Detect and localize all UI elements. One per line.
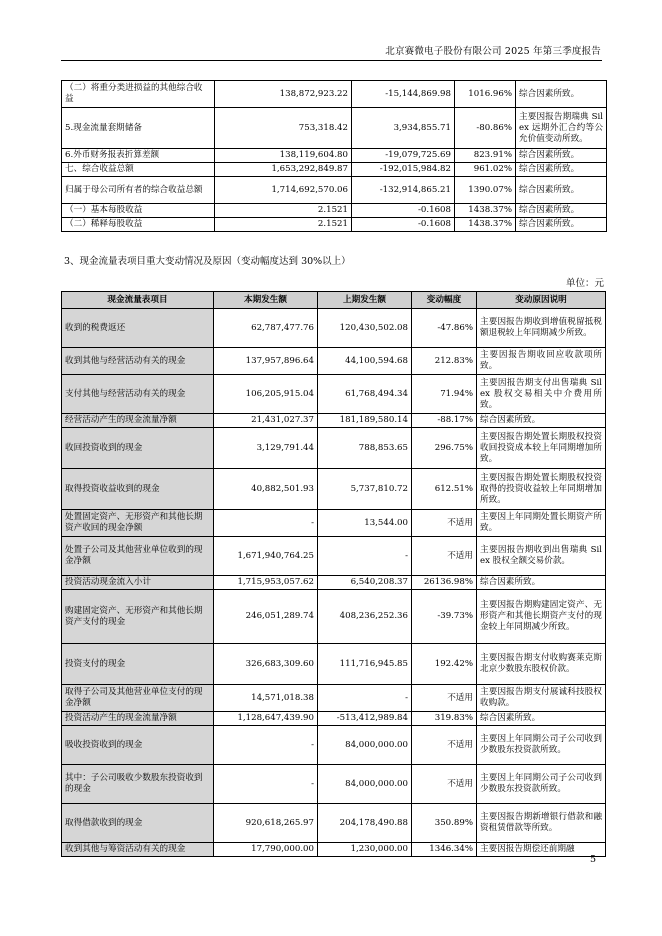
item-cell: 取得借款收到的现金 <box>62 804 214 843</box>
table-row <box>62 685 606 712</box>
column-header-item: 现金流量表项目 <box>62 292 214 309</box>
reason-cell: 主要因报告期收到出售瑞典 Silex 股权全额交易价款。 <box>477 537 606 576</box>
previous-amount-cell: 84,000,000.00 <box>318 765 412 804</box>
item-cell: 取得子公司及其他营业单位支付的现金净额 <box>62 685 214 712</box>
reason-cell: 主要因报告期购建固定资产、无形资产和其他长期资产支付的现金较上年同期减少所致。 <box>477 590 606 644</box>
table-row <box>62 414 606 428</box>
reason-cell: 主要因报告期收到增值税留抵税额退税较上年同期减少所致。 <box>477 309 606 348</box>
reason-cell: 综合因素所致。 <box>516 81 607 108</box>
previous-amount-cell: 13,544.00 <box>318 510 412 537</box>
table-row <box>62 712 606 726</box>
reason-cell: 综合因素所致。 <box>516 163 607 177</box>
table-row <box>62 81 607 108</box>
item-cell: 收回投资收到的现金 <box>62 428 214 469</box>
table-row <box>62 309 606 348</box>
previous-amount-cell: -132,914,865.21 <box>352 177 455 204</box>
table-row <box>62 204 607 218</box>
change-rate-cell: 不适用 <box>412 510 477 537</box>
previous-amount-cell: -0.1608 <box>352 204 455 218</box>
item-cell: 其中：子公司吸收少数股东投资收到的现金 <box>62 765 214 804</box>
header-divider <box>61 60 602 61</box>
previous-amount-cell: -19,079,725.69 <box>352 149 455 163</box>
unit-label: 单位：元 <box>565 278 604 289</box>
current-amount-cell: 753,318.42 <box>215 108 352 149</box>
table-row <box>62 510 606 537</box>
item-cell: 收到其他与筹资活动有关的现金 <box>62 843 214 857</box>
previous-amount-cell: 3,934,855.71 <box>352 108 455 149</box>
table-row <box>62 428 606 469</box>
table-row <box>62 726 606 765</box>
previous-amount-cell: - <box>318 685 412 712</box>
item-cell: 5.现金流量套期储备 <box>62 108 215 149</box>
change-rate-cell: -47.86% <box>412 309 477 348</box>
table-row <box>62 218 607 232</box>
change-rate-cell: 823.91% <box>455 149 516 163</box>
table-row <box>62 843 606 857</box>
table-row <box>62 590 606 644</box>
table-row <box>62 537 606 576</box>
change-rate-cell: 不适用 <box>412 726 477 765</box>
change-rate-cell: -39.73% <box>412 590 477 644</box>
change-rate-cell: -88.17% <box>412 414 477 428</box>
table-row <box>62 348 606 375</box>
current-amount-cell: 17,790,000.00 <box>214 843 318 857</box>
reason-cell: 综合因素所致。 <box>516 218 607 232</box>
reason-cell: 主要因报告期支付展诚科技股权收购款。 <box>477 685 606 712</box>
current-amount-cell: - <box>214 765 318 804</box>
previous-amount-cell: 84,000,000.00 <box>318 726 412 765</box>
item-cell: 投资活动现金流入小计 <box>62 576 214 590</box>
reason-cell: 综合因素所致。 <box>516 204 607 218</box>
reason-cell: 主要因上年同期处置长期资产所致。 <box>477 510 606 537</box>
current-amount-cell: 138,119,604.80 <box>215 149 352 163</box>
previous-amount-cell: -513,412,989.84 <box>318 712 412 726</box>
previous-amount-cell: -0.1608 <box>352 218 455 232</box>
current-amount-cell: 40,882,501.93 <box>214 469 318 510</box>
current-amount-cell: 1,715,953,057.62 <box>214 576 318 590</box>
item-cell: 处置子公司及其他营业单位收到的现金净额 <box>62 537 214 576</box>
column-header-current: 本期发生额 <box>214 292 318 309</box>
page-number: 5 <box>590 854 597 865</box>
current-amount-cell: 1,671,940,764.25 <box>214 537 318 576</box>
current-amount-cell: 326,683,309.60 <box>214 644 318 685</box>
change-rate-cell: 1438.37% <box>455 218 516 232</box>
item-cell: 投资活动产生的现金流量净额 <box>62 712 214 726</box>
item-cell: 6.外币财务报表折算差额 <box>62 149 215 163</box>
table-row <box>62 108 607 149</box>
item-cell: 取得投资收益收到的现金 <box>62 469 214 510</box>
table-row <box>62 804 606 843</box>
change-rate-cell: 71.94% <box>412 375 477 414</box>
change-rate-cell: 1438.37% <box>455 204 516 218</box>
previous-amount-cell: 408,236,252.36 <box>318 590 412 644</box>
item-cell: （二）稀释每股收益 <box>62 218 215 232</box>
table-row <box>62 576 606 590</box>
column-header-reason: 变动原因说明 <box>477 292 606 309</box>
item-cell: 收到的税费返还 <box>62 309 214 348</box>
change-rate-cell: 不适用 <box>412 765 477 804</box>
table-row <box>62 149 607 163</box>
reason-cell: 主要因报告期处置长期股权投资收回投资成本较上年同期增加所致。 <box>477 428 606 469</box>
item-cell: 支付其他与经营活动有关的现金 <box>62 375 214 414</box>
change-rate-cell: 319.83% <box>412 712 477 726</box>
change-rate-cell: 26136.98% <box>412 576 477 590</box>
previous-amount-cell: 5,737,810.72 <box>318 469 412 510</box>
previous-amount-cell: 44,100,594.68 <box>318 348 412 375</box>
reason-cell: 综合因素所致。 <box>477 712 606 726</box>
item-cell: （一）基本每股收益 <box>62 204 215 218</box>
table-row <box>62 644 606 685</box>
previous-amount-cell: - <box>318 537 412 576</box>
previous-amount-cell: 61,768,494.34 <box>318 375 412 414</box>
current-amount-cell: 920,618,265.97 <box>214 804 318 843</box>
reason-cell: 主要因上年同期公司子公司收到少数股东投资款所致。 <box>477 726 606 765</box>
item-cell: 购建固定资产、无形资产和其他长期资产支付的现金 <box>62 590 214 644</box>
income-change-table <box>61 80 607 232</box>
reason-cell: 综合因素所致。 <box>516 149 607 163</box>
item-cell: 收到其他与经营活动有关的现金 <box>62 348 214 375</box>
current-amount-cell: 62,787,477.76 <box>214 309 318 348</box>
previous-amount-cell: -15,144,869.98 <box>352 81 455 108</box>
cash-flow-change-table <box>61 291 606 857</box>
reason-cell: 主要因报告期偿还前期融 <box>477 843 606 857</box>
current-amount-cell: 246,051,289.74 <box>214 590 318 644</box>
item-cell: 处置固定资产、无形资产和其他长期资产收回的现金净额 <box>62 510 214 537</box>
table-row <box>62 765 606 804</box>
change-rate-cell: 1346.34% <box>412 843 477 857</box>
table-row <box>62 375 606 414</box>
table-row <box>62 177 607 204</box>
current-amount-cell: 137,957,896.64 <box>214 348 318 375</box>
table-row <box>62 163 607 177</box>
change-rate-cell: 961.02% <box>455 163 516 177</box>
previous-amount-cell: 788,853.65 <box>318 428 412 469</box>
reason-cell: 综合因素所致。 <box>516 177 607 204</box>
reason-cell: 综合因素所致。 <box>477 414 606 428</box>
current-amount-cell: 3,129,791.44 <box>214 428 318 469</box>
current-amount-cell: 1,128,647,439.90 <box>214 712 318 726</box>
change-rate-cell: 350.89% <box>412 804 477 843</box>
current-amount-cell: - <box>214 510 318 537</box>
item-cell: （二）将重分类进损益的其他综合收益 <box>62 81 215 108</box>
change-rate-cell: -80.86% <box>455 108 516 149</box>
current-amount-cell: 138,872,923.22 <box>215 81 352 108</box>
reason-cell: 主要因报告期支付收购赛莱克斯北京少数股东股权价款。 <box>477 644 606 685</box>
previous-amount-cell: 1,230,000.00 <box>318 843 412 857</box>
reason-cell: 主要因报告期支付出售瑞典 Silex 股权交易相关中介费用所致。 <box>477 375 606 414</box>
previous-amount-cell: -192,015,984.82 <box>352 163 455 177</box>
current-amount-cell: 21,431,027.37 <box>214 414 318 428</box>
previous-amount-cell: 204,178,490.88 <box>318 804 412 843</box>
change-rate-cell: 612.51% <box>412 469 477 510</box>
change-rate-cell: 1016.96% <box>455 81 516 108</box>
current-amount-cell: - <box>214 726 318 765</box>
item-cell: 归属于母公司所有者的综合收益总额 <box>62 177 215 204</box>
current-amount-cell: 106,205,915.04 <box>214 375 318 414</box>
reason-cell: 主要因报告期新增银行借款和融资租赁借款等所致。 <box>477 804 606 843</box>
change-rate-cell: 192.42% <box>412 644 477 685</box>
change-rate-cell: 不适用 <box>412 685 477 712</box>
current-amount-cell: 2.1521 <box>215 204 352 218</box>
item-cell: 七、综合收益总额 <box>62 163 215 177</box>
current-amount-cell: 1,714,692,570.06 <box>215 177 352 204</box>
previous-amount-cell: 111,716,945.85 <box>318 644 412 685</box>
table-header-row <box>62 292 606 309</box>
previous-amount-cell: 181,189,580.14 <box>318 414 412 428</box>
reason-cell: 综合因素所致。 <box>477 576 606 590</box>
column-header-previous: 上期发生额 <box>318 292 412 309</box>
reason-cell: 主要因报告期瑞典 Silex 远期外汇合约等公允价值变动所致。 <box>516 108 607 149</box>
change-rate-cell: 296.75% <box>412 428 477 469</box>
previous-amount-cell: 6,540,208.37 <box>318 576 412 590</box>
current-amount-cell: 1,653,292,849.87 <box>215 163 352 177</box>
current-amount-cell: 14,571,018.38 <box>214 685 318 712</box>
reason-cell: 主要因报告期处置长期股权投资取得的投资收益较上年同期增加所致。 <box>477 469 606 510</box>
table-row <box>62 469 606 510</box>
column-header-change: 变动幅度 <box>412 292 477 309</box>
change-rate-cell: 212.83% <box>412 348 477 375</box>
current-amount-cell: 2.1521 <box>215 218 352 232</box>
change-rate-cell: 1390.07% <box>455 177 516 204</box>
section-title: 3、现金流量表项目重大变动情况及原因（变动幅度达到 30%以上） <box>64 256 351 267</box>
item-cell: 经营活动产生的现金流量净额 <box>62 414 214 428</box>
reason-cell: 主要因报告期收回应收款项所致。 <box>477 348 606 375</box>
item-cell: 投资支付的现金 <box>62 644 214 685</box>
previous-amount-cell: 120,430,502.08 <box>318 309 412 348</box>
item-cell: 吸收投资收到的现金 <box>62 726 214 765</box>
change-rate-cell: 不适用 <box>412 537 477 576</box>
reason-cell: 主要因上年同期公司子公司收到少数股东投资款所致。 <box>477 765 606 804</box>
report-header: 北京赛微电子股份有限公司 2025 年第三季度报告 <box>385 46 601 57</box>
